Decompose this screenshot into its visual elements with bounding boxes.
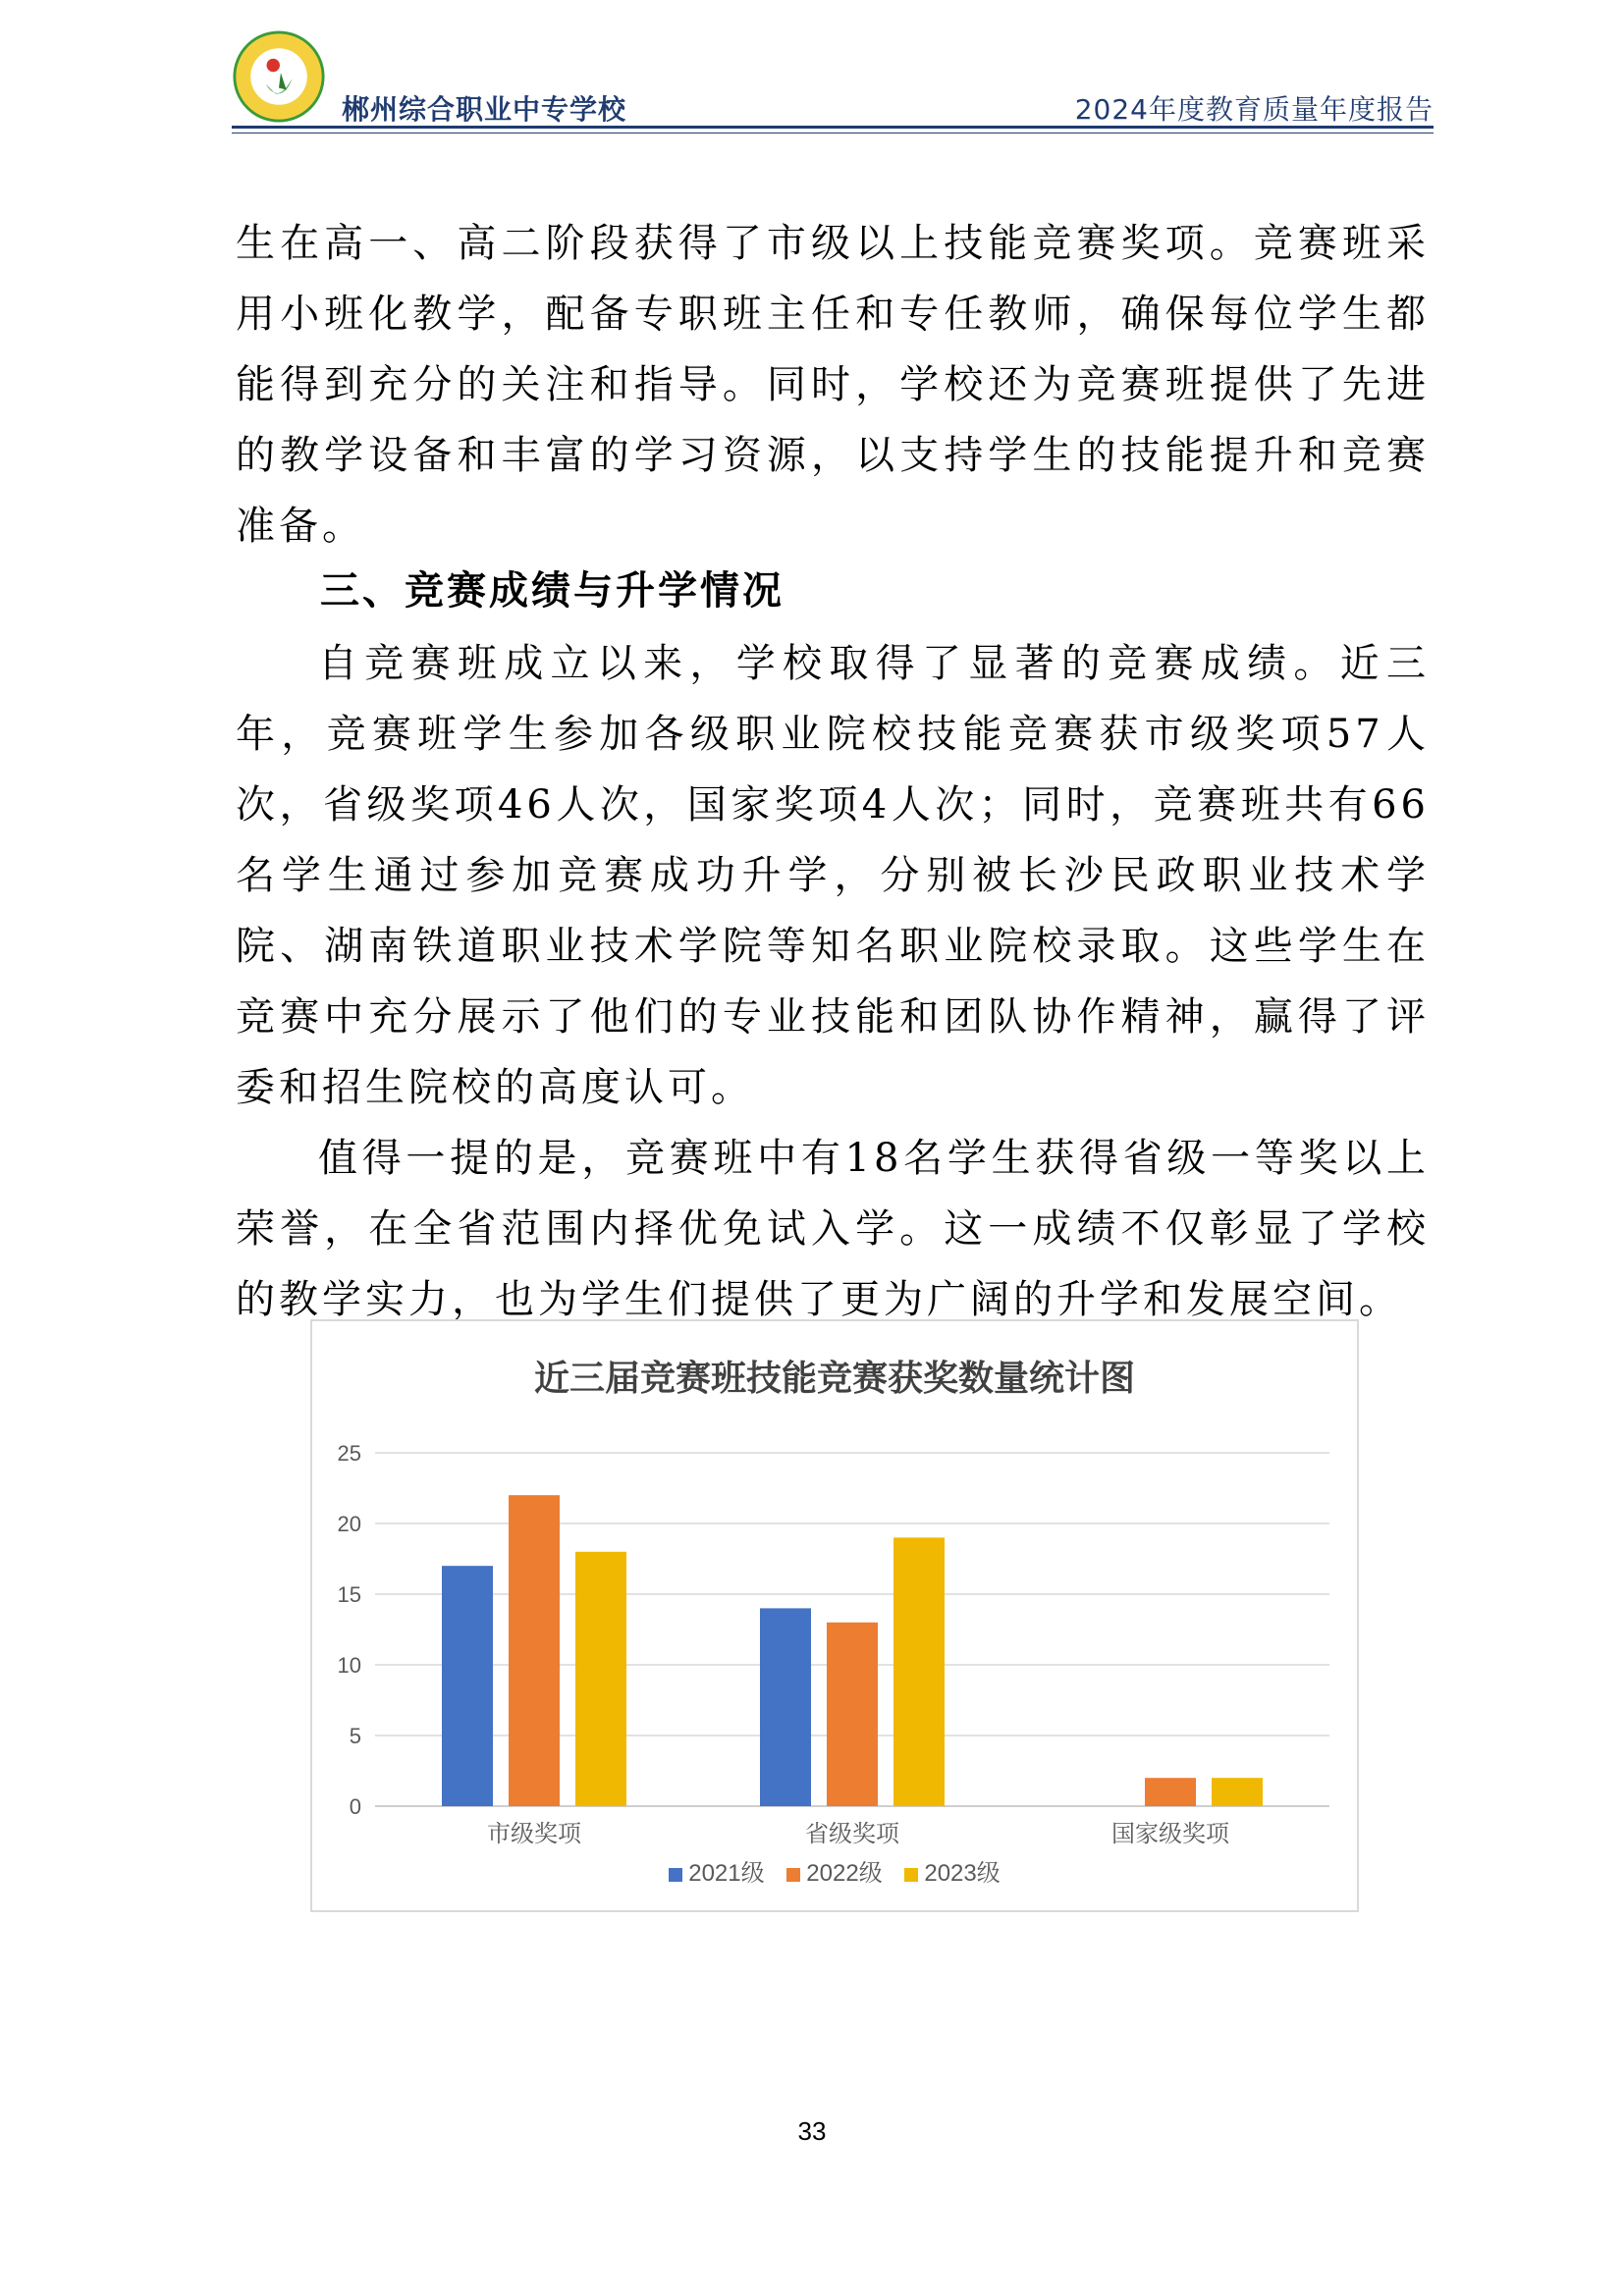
legend-swatch-2021 — [669, 1868, 682, 1882]
bar — [442, 1566, 493, 1806]
y-tick-label: 25 — [337, 1441, 361, 1466]
y-tick-label: 10 — [337, 1653, 361, 1678]
legend-label-2022: 2022级 — [806, 1860, 883, 1887]
paragraph-3: 值得一提的是，竞赛班中有18名学生获得省级一等奖以上荣誉，在全省范围内择优免试入学。这一成绩不仅彰显了学校的教学实力，也为学生们提供了更为广阔的升学和发展空间。 — [236, 1136, 1430, 1322]
legend-label-2023: 2023级 — [924, 1860, 1001, 1887]
x-tick-label: 市级奖项 — [487, 1820, 581, 1847]
bar — [1145, 1778, 1196, 1806]
chart-title: 近三届竞赛班技能竞赛获奖数量统计图 — [533, 1358, 1135, 1399]
bar — [827, 1623, 878, 1806]
x-tick-label: 省级奖项 — [805, 1820, 899, 1847]
bar — [509, 1495, 560, 1806]
bar — [1212, 1778, 1263, 1806]
paragraph-1: 生在高一、高二阶段获得了市级以上技能竞赛奖项。竞赛班采用小班化教学，配备专职班主任和专任教师，确保每位学生都能得到充分的关注和指导。同时，学校还为竞赛班提供了先进的教学设备和丰富的学习资源，以支持学生的技能提升和竞赛准备。 — [236, 221, 1430, 549]
paragraph-2: 自竞赛班成立以来，学校取得了显著的竞赛成绩。近三年，竞赛班学生参加各级职业院校技能竞赛获市级奖项57人次，省级奖项46人次，国家奖项4人次；同时，竞赛班共有66名学生通过参加竞赛成功升学，分别被长沙民政职业技术学院、湖南铁道职业技术学院等知名职业院校录取。这些学生在竞赛中充分展示了他们的专业技能和团队协作精神，赢得了评委和招生院校的高度认可。 — [236, 641, 1430, 1110]
bar — [575, 1552, 626, 1806]
page-number: 33 — [797, 2116, 827, 2146]
y-tick-label: 20 — [337, 1512, 361, 1536]
section-heading: 三、竞赛成绩与升学情况 — [320, 568, 785, 614]
award-chart — [310, 1319, 1359, 1912]
school-logo-icon — [232, 29, 326, 124]
chart-plot — [312, 1321, 1357, 1910]
header-rule-thick — [232, 126, 1434, 129]
legend-swatch-2022 — [786, 1868, 800, 1882]
chart-legend — [312, 1853, 1357, 1888]
school-name: 郴州综合职业中专学校 — [342, 93, 627, 126]
page-header — [232, 29, 1434, 137]
y-tick-label: 5 — [349, 1724, 361, 1748]
legend-swatch-2023 — [904, 1868, 918, 1882]
legend-item-2021 — [669, 1853, 764, 1888]
legend-item-2023 — [904, 1853, 1000, 1888]
y-tick-label: 0 — [349, 1794, 361, 1819]
bar — [760, 1608, 811, 1806]
report-title: 2024年度教育质量年度报告 — [1074, 93, 1434, 126]
bar — [893, 1537, 945, 1806]
x-tick-label: 国家级奖项 — [1111, 1820, 1229, 1847]
legend-label-2021: 2021级 — [688, 1860, 765, 1887]
y-tick-label: 15 — [337, 1582, 361, 1607]
legend-item-2022 — [786, 1853, 882, 1888]
